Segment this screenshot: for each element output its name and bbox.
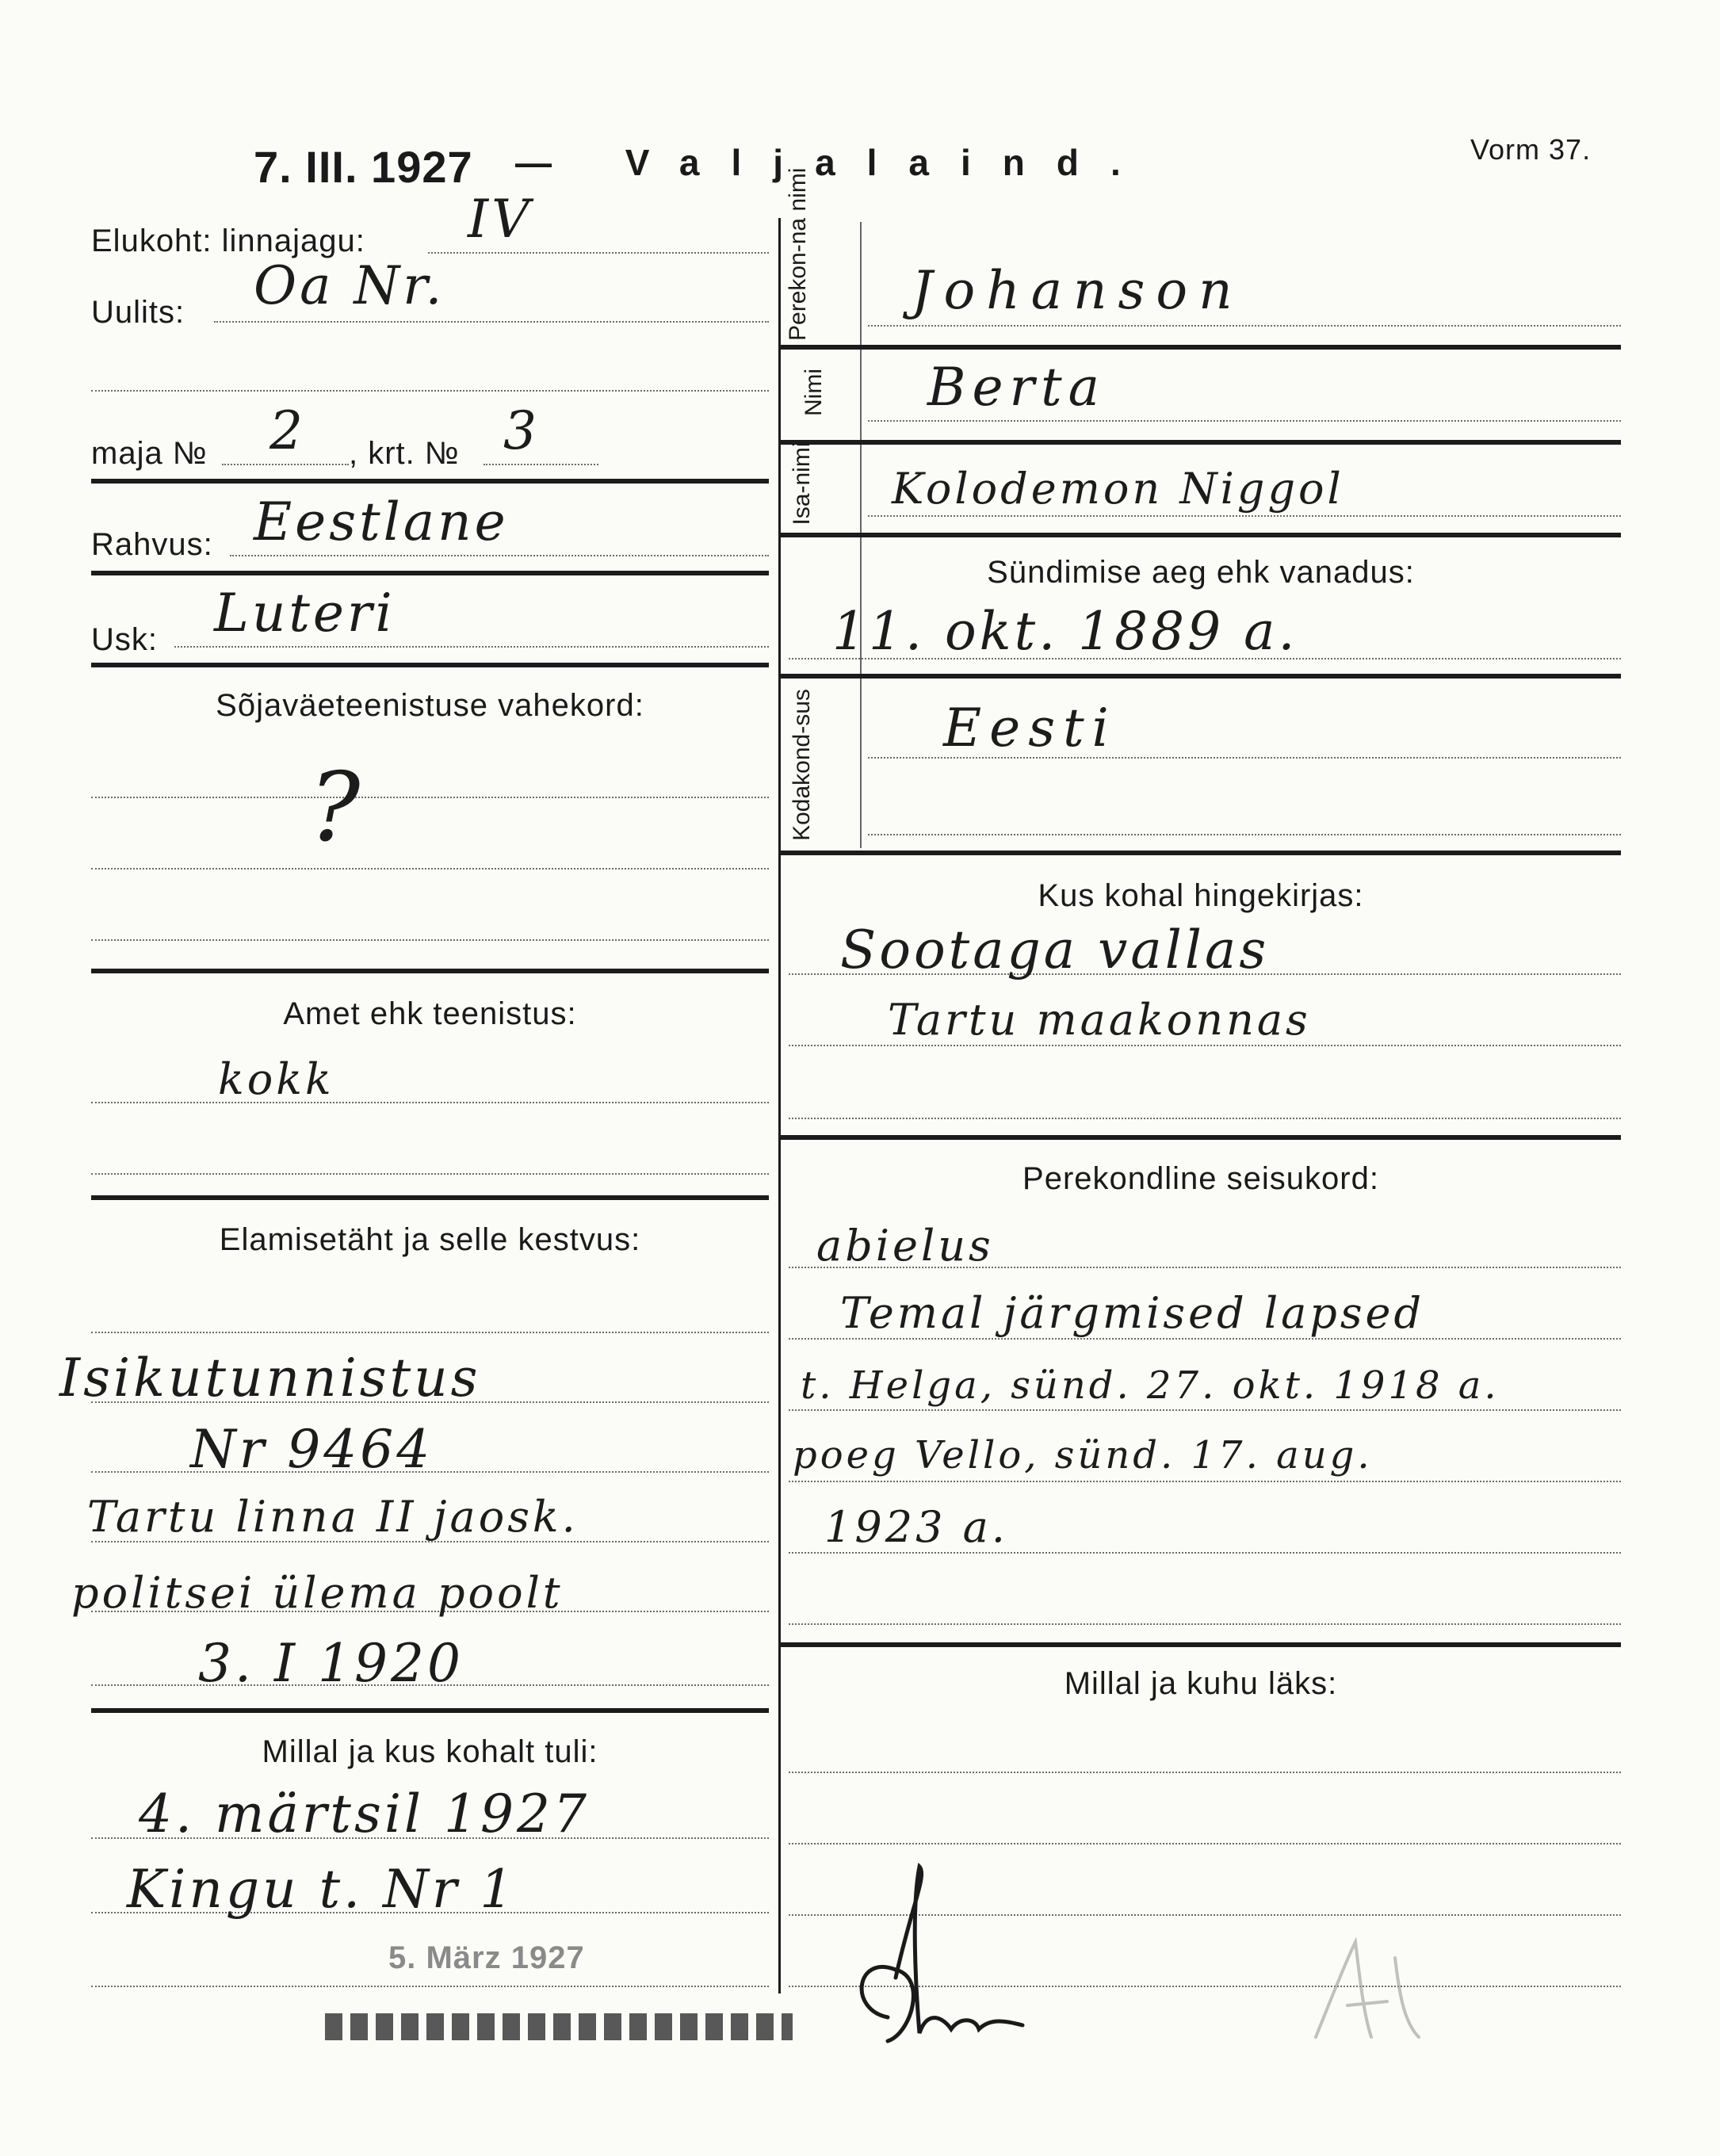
rahvus-label: Rahvus: xyxy=(91,527,213,562)
krt-label: , krt. № xyxy=(349,436,460,471)
right-rule-7 xyxy=(781,1642,1621,1647)
maja-label: maja № xyxy=(91,436,208,471)
seisu-line-3 xyxy=(789,1409,1621,1411)
usk-label: Usk: xyxy=(91,622,158,657)
seisukord-line-4: poeg Vello, sünd. 17. aug. xyxy=(793,1433,1373,1477)
office-stamp: — Valjalaind. xyxy=(515,142,1152,183)
sundimise-label: Sündimise aeg ehk vanadus: xyxy=(987,555,1415,590)
elamisetaht-line-4: politsei ülema poolt xyxy=(71,1568,564,1618)
amet-label: Amet ehk teenistus: xyxy=(283,996,577,1031)
elukoht-label: Elukoht: linnajagu: xyxy=(91,224,365,258)
hinge-line-2 xyxy=(789,1045,1621,1046)
isanimi-label: Isa-nimi xyxy=(789,442,815,526)
hingekirjas-line-1: Sootaga vallas xyxy=(840,919,1270,981)
hinge-line-3 xyxy=(789,1118,1621,1119)
perekonnanimi-line xyxy=(868,325,1621,327)
rahvus-value: Eestlane xyxy=(254,491,509,552)
seisukord-line-3: t. Helga, sünd. 27. okt. 1918 a. xyxy=(801,1363,1500,1408)
left-rule-4 xyxy=(91,969,769,973)
linnajagu-value: IV xyxy=(468,189,533,250)
seisu-line-4 xyxy=(789,1481,1621,1482)
kodakondsus-label: Kodakond-sus xyxy=(789,689,815,841)
millal-tuli-line-2: Kingu t. Nr 1 xyxy=(127,1859,517,1920)
elamise-line-1 xyxy=(91,1332,769,1333)
form-number: Vorm 37. xyxy=(1470,133,1592,166)
center-divider xyxy=(778,218,781,1994)
kodakondsus-value: Eesti xyxy=(943,698,1117,759)
kodakondsus-line-2 xyxy=(868,834,1621,835)
perekonnanimi-value: Johanson xyxy=(912,260,1244,321)
isanimi-value: Kolodemon Niggol xyxy=(892,464,1344,514)
received-stamp: 5. März 1927 xyxy=(388,1940,585,1975)
nimi-line xyxy=(868,420,1621,422)
laks-line-2 xyxy=(789,1843,1621,1844)
elamisetaht-line-1: Isikutunnistus xyxy=(59,1348,481,1409)
seisukord-line-5: 1923 a. xyxy=(824,1502,1008,1552)
krt-value: 3 xyxy=(503,400,540,461)
right-rule-5 xyxy=(781,851,1621,855)
right-rule-6 xyxy=(781,1135,1621,1140)
elamisetaht-label: Elamisetäht ja selle kestvus: xyxy=(219,1222,641,1257)
maja-line xyxy=(222,464,349,465)
seisukord-label: Perekondline seisukord: xyxy=(1022,1161,1379,1196)
sundimise-value: 11. okt. 1889 a. xyxy=(832,601,1298,662)
seisu-line-2 xyxy=(789,1338,1621,1340)
left-rule-3 xyxy=(91,663,769,667)
date-stamp: 7. III. 1927 xyxy=(254,142,473,192)
tuli-line-3 xyxy=(91,1986,769,1987)
sojavae-line-2 xyxy=(91,868,769,870)
seisu-line-5 xyxy=(789,1552,1621,1554)
isanimi-line xyxy=(868,515,1621,517)
elamisetaht-line-3: Tartu linna II jaosk. xyxy=(87,1492,579,1542)
uulits-label: Uulits: xyxy=(91,295,185,330)
nimi-value: Berta xyxy=(927,357,1106,418)
perforation-strip xyxy=(325,2013,793,2040)
elamisetaht-line-2: Nr 9464 xyxy=(190,1419,434,1480)
left-rule-1 xyxy=(91,479,769,484)
hingekirjas-label: Kus kohal hingekirjas: xyxy=(1038,878,1364,913)
nimi-label: Nimi xyxy=(801,369,827,416)
amet-line-2 xyxy=(91,1173,769,1175)
millal-tuli-label: Millal ja kus kohalt tuli: xyxy=(262,1734,598,1769)
rahvus-line xyxy=(230,555,769,556)
millal-laks-label: Millal ja kuhu läks: xyxy=(1064,1666,1338,1701)
seisukord-line-2: Temal järgmised lapsed xyxy=(840,1288,1425,1338)
uulits-value: Oa Nr. xyxy=(254,255,445,316)
krt-line xyxy=(484,464,598,465)
amet-line-1 xyxy=(91,1102,769,1103)
laks-line-1 xyxy=(789,1772,1621,1773)
faint-signature xyxy=(1300,1926,1443,2053)
usk-line xyxy=(174,646,769,648)
left-rule-5 xyxy=(91,1195,769,1200)
left-rule-2 xyxy=(91,571,769,575)
blank-line-1 xyxy=(91,390,769,392)
amet-value: kokk xyxy=(218,1054,334,1104)
right-rule-1 xyxy=(781,345,1621,350)
sojavae-line-1 xyxy=(91,797,769,798)
right-rule-4 xyxy=(781,674,1621,679)
seisu-line-6 xyxy=(789,1623,1621,1625)
seisukord-line-1: abielus xyxy=(816,1221,994,1271)
sojavae-value: ? xyxy=(309,753,364,863)
elamisetaht-line-5: 3. I 1920 xyxy=(198,1633,464,1694)
sojavae-label: Sõjaväeteenistuse vahekord: xyxy=(216,688,644,723)
elukoht-line xyxy=(428,252,769,254)
uulits-line xyxy=(214,321,769,323)
maja-value: 2 xyxy=(269,400,306,461)
left-rule-6 xyxy=(91,1708,769,1713)
usk-value: Luteri xyxy=(214,583,396,644)
millal-tuli-line-1: 4. märtsil 1927 xyxy=(139,1783,590,1844)
sojavae-line-3 xyxy=(91,939,769,941)
perekonnanimi-label: Perekon-na nimi xyxy=(785,167,811,341)
signature xyxy=(840,1859,1062,2065)
hingekirjas-line-2: Tartu maakonnas xyxy=(888,995,1311,1045)
right-rule-2 xyxy=(781,440,1621,445)
right-rule-3 xyxy=(781,533,1621,537)
